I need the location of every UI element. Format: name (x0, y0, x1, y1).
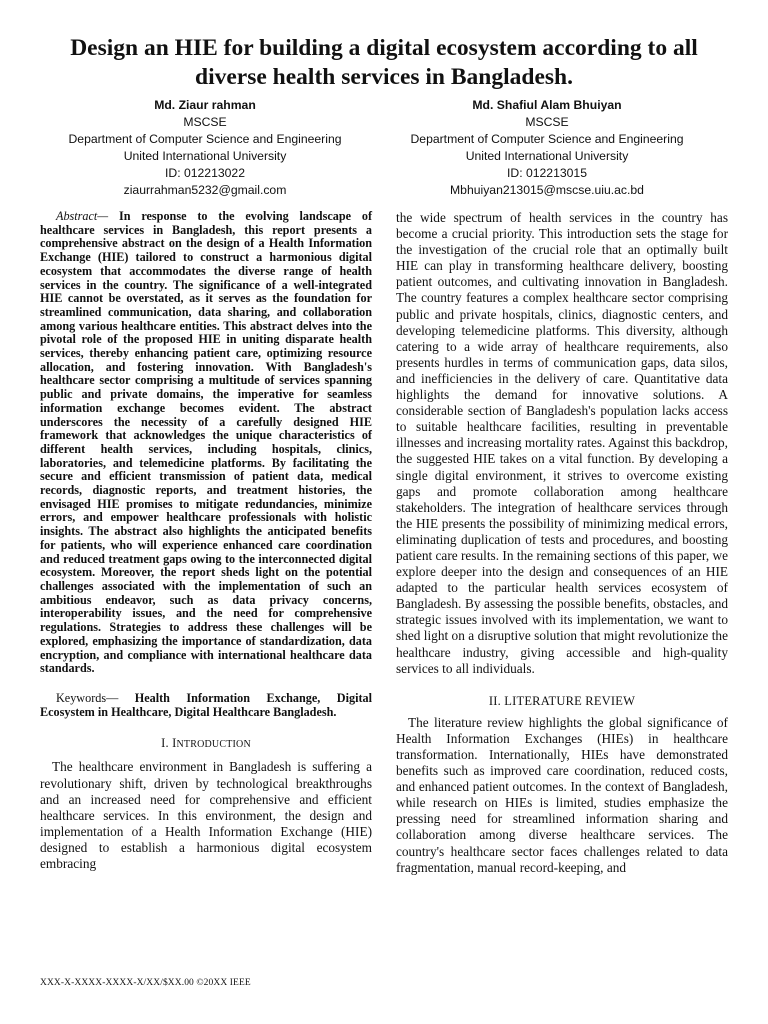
section-title-cap: I (172, 736, 177, 751)
keywords-text: Health Information Exchange, Digital Ecosystem in Healthcare, Digital Healthcare Bangladesh. (40, 690, 372, 719)
author-email: ziaurrahman5232@gmail.com (123, 183, 287, 197)
section-title-rest: NTRODUCTION (176, 739, 251, 751)
author-id: ID: 012213015 (507, 166, 587, 180)
abstract-label: Abstract— (56, 209, 109, 223)
author-email: Mbhuiyan213015@mscse.uiu.ac.bd (450, 183, 644, 197)
section-number: I. (161, 736, 169, 751)
author-name: Md. Shafiul Alam Bhuiyan (472, 98, 622, 112)
intro-paragraph-start: The healthcare environment in Bangladesh is suffering a revolutionary shift, driven by technological breakthroughs and an increased need for comprehensive and efficient healthcare services. In this environment, the design and implementation of a Health Information Exchange (HIE) designed to establish a harmonious digital ecosystem embracing (40, 759, 372, 871)
intro-paragraph-continued: the wide spectrum of health services in the country has become a crucial priority. This introduction sets the stage for the investigation of the crucial role that an optimally built HIE can play in transforming healthcare delivery, boosting patient outcomes, and cultivating innovation in Bangladesh. The country features a complex healthcare sector comprising public and private hospitals, clinics, diagnostic centers, and developing telemedicine platforms. This diversity, although catering to a wide array of healthcare requirements, also presents hurdles in terms of communication gaps, data silos, and inefficiencies in the delivery of care. Quantitative data highlights the demand for innovative solutions. A considerable section of Bangladesh's population lacks access to suitable healthcare facilities, resulting in preventable illnesses and increasing mortality rates. Against this backdrop, the suggested HIE takes on a vital function. By developing a single digital environment, it strives to overcome existing gaps and promote collaboration among healthcare stakeholders. The integration of healthcare services through the HIE presents the possibility of minimizing medical errors, eliminating duplication of tests and procedures, and boosting patient care results. In the remaining sections of this paper, we explore deeper into the design and consequences of an HIE adapted to the particular health services ecosystem of Bangladesh. By assessing the possible benefits, obstacles, and strategic issues involved with its implementation, we want to shed light on a disruptive solution that might revolutionize the healthcare industry, giving accessible and high-quality services to all individuals. (396, 210, 728, 676)
section-number: II. (488, 693, 501, 708)
section-title: LITERATURE REVIEW (504, 693, 636, 708)
right-column (396, 210, 728, 876)
abstract (40, 210, 372, 676)
paper-title: Design an HIE for building a digital ecosystem according to all diverse health services in Bangladesh. (70, 35, 698, 90)
abstract-text: In response to the evolving landscape of healthcare services in Bangladesh, this report presents a comprehensive abstract on the design of a Health Information Exchange (HIE) tailored to construct a harmonious digital ecosystem that accommodates the diverse range of health services in the country. The significance of a well-integrated HIE cannot be overstated, as it serves as the foundation for streamlined communication, data sharing, and collaboration among various healthcare entities. This abstract delves into the pivotal role of the proposed HIE in uniting disparate health services, thereby enhancing patient care, optimizing resource allocation, and fostering innovation. With Bangladesh's healthcare sector comprising a multitude of services spanning public and private domains, the imperative for seamless information exchange becomes evident. The abstract underscores the necessity of a carefully designed HIE framework that acknowledges the unique characteristics of different health services, including hospitals, clinics, laboratories, and telemedicine platforms. By facilitating the secure and efficient transmission of patient data, medical records, diagnostic reports, and treatment histories, the envisaged HIE promises to mitigate redundancies, minimize errors, and empower healthcare professionals with holistic insights. The abstract also highlights the anticipated benefits for patients, who will experience enhanced care coordination and reduced treatment gaps owing to the interconnected digital ecosystem. Moreover, the report sheds light on the potential challenges associated with the implementation of such an ambitious endeavor, such as data privacy concerns, interoperability issues, and the need for comprehensive regulations. Strategies to address these challenges will be explored, emphasizing the importance of standardization, data encryption, and compliance with international healthcare data standards. (40, 209, 372, 676)
author-degree: MSCSE (525, 115, 569, 129)
author-university: United International University (465, 149, 629, 163)
author-block-1 (40, 97, 370, 199)
left-column (40, 210, 372, 872)
section-heading-introduction (40, 735, 372, 753)
author-id: ID: 012213022 (165, 166, 245, 180)
copyright-footer: XXX-X-XXXX-XXXX-X/XX/$XX.00 ©20XX IEEE (40, 978, 251, 988)
author-university: United International University (123, 149, 287, 163)
author-department: Department of Computer Science and Engineering (68, 132, 342, 146)
author-name: Md. Ziaur rahman (154, 98, 256, 112)
author-department: Department of Computer Science and Engineering (410, 132, 684, 146)
section-heading-literature-review (396, 693, 728, 709)
keywords (40, 692, 372, 719)
keywords-label: Keywords— (56, 690, 119, 705)
literature-paragraph: The literature review highlights the global significance of Health Information Exchanges (HIEs) in healthcare transformation. Internationally, HIEs have demonstrated benefits such as improved care coordination, reduced costs, and enhanced patient outcomes. In the context of Bangladesh, while research on HIEs is limited, studies emphasize the pressing need for streamlined information sharing and collaboration among diverse healthcare services. The country's healthcare sector faces challenges related to data fragmentation, manual record-keeping, and (396, 714, 728, 875)
author-block-2 (382, 97, 712, 199)
author-degree: MSCSE (183, 115, 227, 129)
